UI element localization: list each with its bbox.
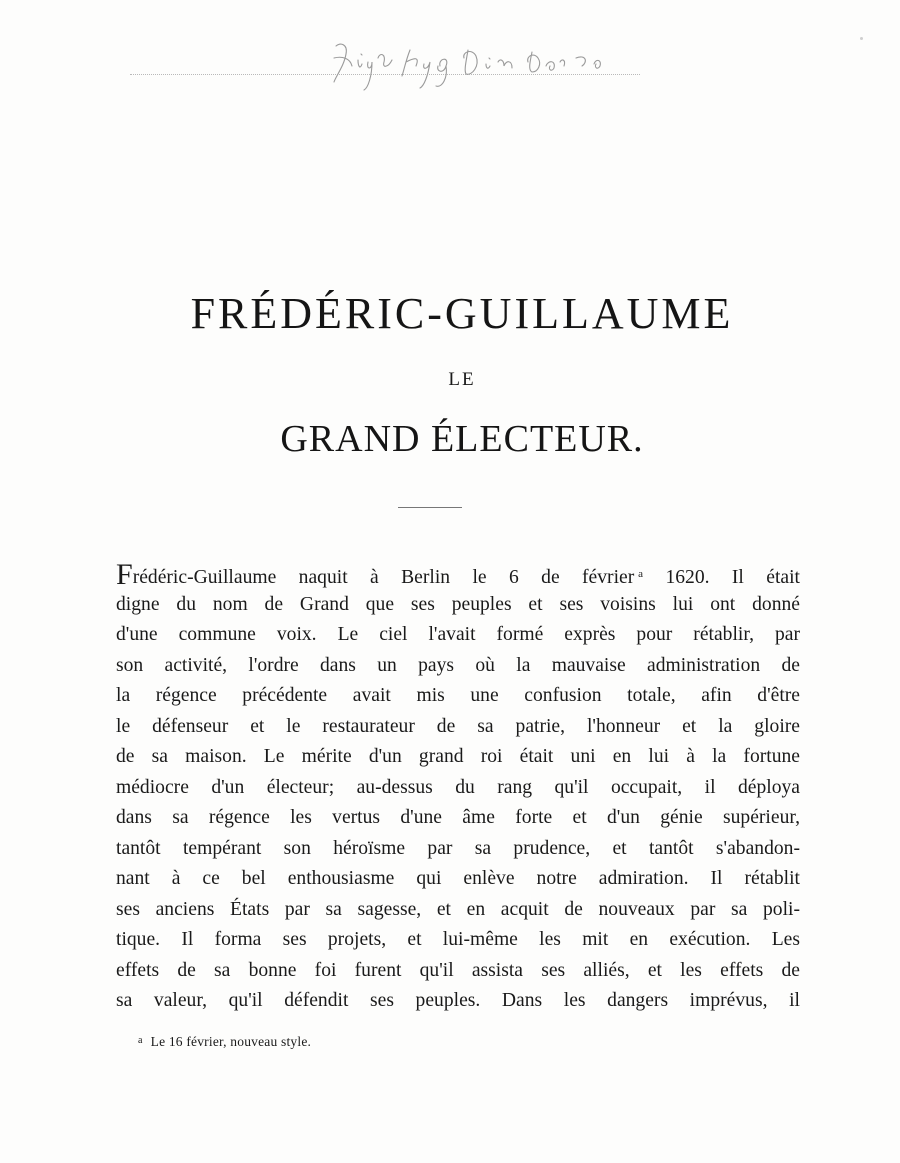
footnote: [138, 1034, 311, 1050]
body-line: d'une commune voix. Le ciel l'avait formé exprès pour rétablir, par: [116, 624, 800, 645]
body-line: de sa maison. Le mérite d'un grand roi était uni en lui à la fortune: [116, 746, 800, 767]
body-line: tique. Il forma ses projets, et lui-même les mit en exécution. Les: [116, 929, 800, 950]
body-paragraph: [116, 559, 800, 1017]
body-line: le défenseur et le restaurateur de sa patrie, l'honneur et la gloire: [116, 715, 800, 737]
footnote-reference: a: [638, 568, 644, 580]
handwriting-signature-image: [328, 36, 628, 92]
first-line-year: 1620. Il était: [643, 567, 800, 588]
body-line: dans sa régence les vertus d'une âme forte et d'un génie supérieur,: [116, 807, 800, 828]
handwritten-annotation: [328, 36, 628, 92]
page-speck: [860, 37, 863, 40]
first-line-text: rédéric-Guillaume naquit à Berlin le 6 de février: [132, 567, 635, 588]
body-line: effets de sa bonne foi furent qu'il assista ses alliés, et les effets de: [116, 959, 800, 981]
body-line: la régence précédente avait mis une confusion totale, afin d'être: [116, 685, 800, 706]
drop-cap: F: [116, 558, 133, 591]
body-line: digne du nom de Grand que ses peuples et ses voisins lui ont donné: [116, 593, 800, 615]
title-divider: [398, 507, 462, 508]
footnote-text: Le 16 février, nouveau style.: [150, 1034, 312, 1049]
footnote-mark: a: [138, 1035, 143, 1046]
body-line: tantôt tempérant son héroïsme par sa prudence, et tantôt s'abandon-: [116, 837, 800, 859]
body-line: sa valeur, qu'il défendit ses peuples. Dans les dangers imprévus, il: [116, 990, 800, 1011]
main-title: FRÉDÉRIC-GUILLAUME: [190, 289, 734, 338]
subtitle: GRAND ÉLECTEUR.: [280, 418, 644, 460]
body-line: médiocre d'un électeur; au-dessus du rang qu'il occupait, il déploya: [116, 776, 800, 798]
title-connector: LE: [448, 369, 476, 390]
body-line: nant à ce bel enthousiasme qui enlève notre admiration. Il rétablit: [116, 868, 800, 889]
body-line: son activité, l'ordre dans un pays où la mauvaise administration de: [116, 654, 800, 676]
body-line: ses anciens États par sa sagesse, et en acquit de nouveaux par sa poli-: [116, 898, 800, 920]
body-line-1: [116, 559, 800, 590]
